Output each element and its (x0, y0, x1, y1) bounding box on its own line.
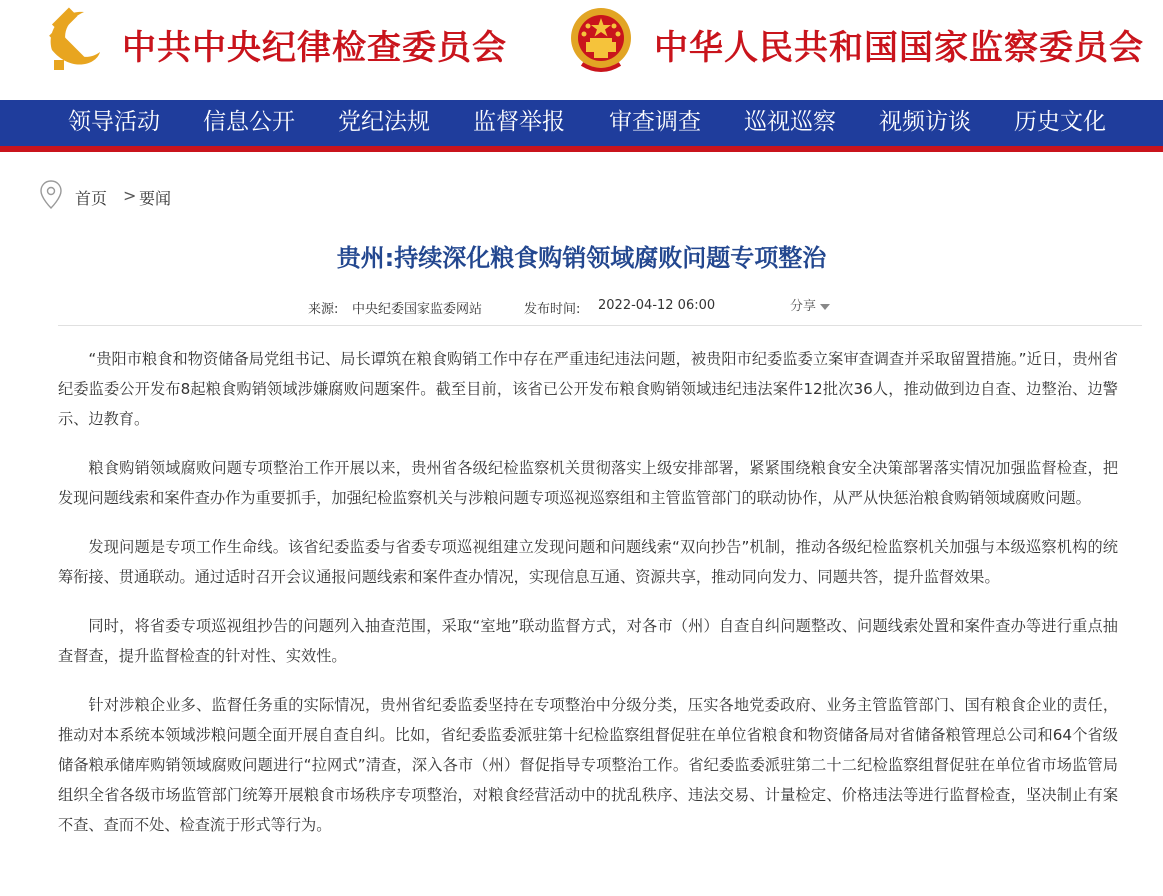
article-paragraph: 粮食购销领域腐败问题专项整治工作开展以来，贵州省各级纪检监察机关贯彻落实上级安排部署，紧紧围绕粮食安全决策部署落实情况加强监督检查，把发现问题线索和案件查办作为重要抓手，加强纪检监察机关与涉粮问题专项巡视巡察组和主管监管部门的联动协作，从严从快惩治粮食购销领域腐败问题。 (58, 459, 1118, 507)
site-header (0, 0, 1163, 100)
publish-time: 2022-04-12 06:00 (598, 298, 716, 313)
nav-item-info-disclosure[interactable]: 信息公开 (203, 109, 295, 135)
article-paragraph: 发现问题是专项工作生命线。该省纪委监委与省委专项巡视组建立发现问题和问题线索“双向抄告”机制，推动各级纪检监察机关加强与本级巡察机构的统筹衔接、贯通联动。通过适时召开会议通报问题线索和案件查办情况，实现信息互通、资源共享，推动同向发力、同题共答，提升监督效果。 (58, 538, 1118, 586)
nav-item-report[interactable]: 监督举报 (473, 109, 565, 135)
nav-item-leadership[interactable]: 领导活动 (68, 109, 160, 135)
national-emblem-icon[interactable] (566, 4, 636, 76)
share-button[interactable] (790, 295, 830, 314)
nav-item-investigation[interactable]: 审查调查 (609, 109, 701, 135)
nav-item-regulations[interactable]: 党纪法规 (338, 109, 430, 135)
article-title: 贵州:持续深化粮食购销领域腐败问题专项整治 (336, 244, 827, 272)
source-label: 来源: (308, 302, 339, 317)
header-divider (58, 325, 1142, 326)
cpc-commission-title[interactable]: 中共中央纪律检查委员会 (122, 28, 507, 68)
hammer-sickle-icon[interactable] (40, 4, 112, 76)
article-body (58, 344, 1118, 859)
breadcrumb-separator: > (123, 186, 137, 205)
article-paragraph: “贵阳市粮食和物资储备局党组书记、局长谭筑在粮食购销工作中存在严重违纪违法问题，被贵阳市纪委监委立案审查调查并采取留置措施。”近日，贵州省纪委监委公开发布8起粮食购销领域涉嫌腐败问题案件。截至目前，该省已公开发布粮食购销领域违纪违法案件12批次36人，推动做到边自查、边整治、边警示、边教育。 (58, 350, 1118, 428)
supervision-commission-title[interactable]: 中华人民共和国国家监察委员会 (654, 28, 1144, 68)
breadcrumb-home[interactable]: 首页 (75, 189, 108, 208)
nav-red-strip (0, 146, 1163, 152)
article-paragraph: 同时，将省委专项巡视组抄告的问题列入抽查范围，采取“室地”联动监督方式，对各市（州）自查自纠问题整改、问题线索处置和案件查办等进行重点抽查督查，提升监督检查的针对性、实效性。 (58, 617, 1118, 665)
article-paragraph: 针对涉粮企业多、监督任务重的实际情况，贵州省纪委监委坚持在专项整治中分级分类，压实各地党委政府、业务主管监管部门、国有粮食企业的责任，推动对本系统本领域涉粮问题全面开展自查自纠。比如，省纪委监委派驻第十纪检监察组督促驻在单位省粮食和物资储备局对省储备粮管理总公司和64个省级储备粮承储库购销领域腐败问题进行“拉网式”清查，深入各市（州）督促指导专项整治工作。省纪委监委派驻第二十二纪检监察组督促驻在单位省市场监管局组织全省各级市场监管部门统筹开展粮食市场秩序专项整治，对粮食经营活动中的扰乱秩序、违法交易、计量检定、价格违法等进行监督检查，坚决制止有案不查、查而不处、检查流于形式等行为。 (58, 696, 1118, 834)
nav-item-history[interactable]: 历史文化 (1014, 109, 1106, 135)
caret-down-icon (820, 304, 830, 310)
share-label: 分享 (790, 299, 817, 314)
publish-time-label: 发布时间: (524, 302, 581, 317)
main-nav (0, 100, 1163, 146)
breadcrumb-current[interactable]: 要闻 (139, 189, 172, 208)
nav-item-video[interactable]: 视频访谈 (879, 109, 971, 135)
source-name: 中央纪委国家监委网站 (352, 302, 483, 317)
location-pin-icon (40, 180, 62, 210)
nav-item-inspection[interactable]: 巡视巡察 (744, 109, 836, 135)
